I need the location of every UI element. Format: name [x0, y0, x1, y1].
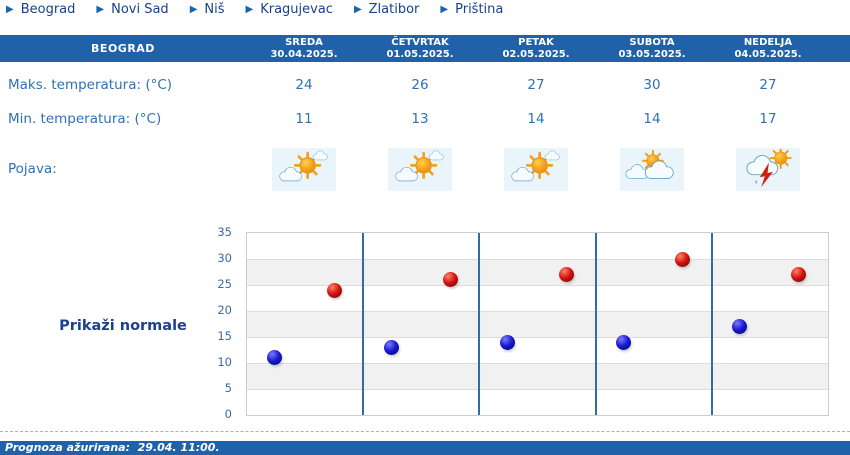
nav-item-nis[interactable] — [190, 2, 225, 17]
day-header-4 — [710, 37, 826, 61]
day-name: SUBOTA — [629, 36, 675, 48]
y-axis-tick-label: 15 — [217, 329, 232, 343]
nav-item-novi-sad[interactable] — [96, 2, 168, 17]
min-temp-value: 17 — [759, 111, 777, 127]
min-temperature-row — [0, 107, 850, 131]
nav-item-kragujevac[interactable] — [246, 2, 333, 17]
y-axis-tick-label: 0 — [224, 407, 232, 421]
arrow-right-icon: ▶ — [189, 3, 198, 15]
cloudy-sun-icon — [620, 148, 684, 191]
nav-label[interactable]: Priština — [455, 2, 504, 17]
phenomena-row — [0, 146, 850, 192]
chart-day-divider — [478, 233, 480, 415]
cloudy-sun-icon — [622, 149, 682, 189]
nav-label[interactable]: Kragujevac — [260, 2, 333, 17]
arrow-right-icon: ▶ — [245, 3, 254, 15]
y-axis-tick-label: 5 — [224, 381, 232, 395]
chart-day-divider — [595, 233, 597, 415]
min-temp-point — [500, 335, 515, 350]
chart-gridline — [247, 337, 828, 338]
max-temp-point — [675, 252, 690, 267]
arrow-right-icon: ▶ — [440, 3, 449, 15]
max-temp-value: 27 — [759, 77, 777, 93]
nav-label[interactable]: Novi Sad — [111, 2, 169, 17]
day-header-0 — [246, 37, 362, 61]
row-label: Pojava: — [8, 161, 57, 177]
chart-y-axis — [202, 225, 240, 421]
row-label: Maks. temperatura: (°C) — [8, 77, 173, 93]
chart-gridline — [247, 311, 828, 312]
row-label: Min. temperatura: (°C) — [8, 111, 162, 127]
max-temp-point — [327, 283, 342, 298]
y-axis-tick-label: 25 — [217, 277, 232, 291]
chart-gridline — [247, 363, 828, 364]
day-name: NEDELJA — [743, 36, 793, 48]
sun-clouds-icon — [504, 148, 568, 191]
day-header-2 — [478, 37, 594, 61]
arrow-right-icon: ▶ — [96, 3, 105, 15]
nav-label[interactable]: Zlatibor — [368, 2, 420, 17]
sun-clouds-icon — [506, 149, 566, 189]
arrow-right-icon: ▶ — [353, 3, 362, 15]
sun-clouds-icon — [390, 149, 450, 189]
sun-clouds-icon — [272, 148, 336, 191]
max-temp-value: 26 — [411, 77, 429, 93]
day-header-3 — [594, 37, 710, 61]
day-header-1 — [362, 37, 478, 61]
arrow-right-icon: ▶ — [6, 3, 14, 15]
nav-item-pristina[interactable] — [440, 2, 503, 17]
y-axis-tick-label: 30 — [217, 251, 232, 265]
temperature-chart-plot — [246, 232, 829, 416]
chart-band — [247, 363, 828, 389]
y-axis-tick-label: 35 — [217, 225, 232, 239]
chart-gridline — [247, 259, 828, 260]
thunderstorm-sun-icon — [738, 149, 798, 189]
chart-band — [247, 259, 828, 285]
max-temp-value: 27 — [527, 77, 545, 93]
min-temp-value: 13 — [411, 111, 429, 127]
min-temp-value: 11 — [295, 111, 313, 127]
chart-day-divider — [362, 233, 364, 415]
min-temp-value: 14 — [527, 111, 545, 127]
y-axis-tick-label: 20 — [217, 303, 232, 317]
min-temp-point — [384, 340, 399, 355]
forecast-table-header — [0, 35, 850, 62]
thunderstorm-sun-icon — [736, 148, 800, 191]
nav-label[interactable]: Beograd — [20, 2, 76, 17]
day-date: 01.05.2025. — [386, 48, 454, 60]
footer-separator — [0, 431, 850, 432]
nav-item-zlatibor[interactable] — [354, 2, 419, 17]
day-name: ČETVRTAK — [391, 36, 449, 48]
day-name: PETAK — [518, 36, 554, 48]
day-date: 04.05.2025. — [734, 48, 802, 60]
show-normals-link[interactable]: Prikaži normale — [59, 318, 187, 334]
min-temp-point — [616, 335, 631, 350]
city-nav — [6, 2, 503, 17]
day-date: 02.05.2025. — [502, 48, 570, 60]
day-date: 30.04.2025. — [270, 48, 338, 60]
max-temperature-row — [0, 73, 850, 97]
forecast-updated-bar: Prognoza ažurirana: 29.04. 11:00. — [0, 441, 850, 455]
chart-gridline — [247, 389, 828, 390]
min-temp-value: 14 — [643, 111, 661, 127]
sun-clouds-icon — [274, 149, 334, 189]
day-name: SREDA — [285, 36, 323, 48]
max-temp-value: 30 — [643, 77, 661, 93]
max-temp-value: 24 — [295, 77, 313, 93]
nav-item-beograd[interactable] — [6, 2, 75, 17]
chart-day-divider — [711, 233, 713, 415]
sun-clouds-icon — [388, 148, 452, 191]
station-name: BEOGRAD — [91, 42, 155, 55]
nav-label[interactable]: Niš — [204, 2, 225, 17]
y-axis-tick-label: 10 — [217, 355, 232, 369]
day-date: 03.05.2025. — [618, 48, 686, 60]
